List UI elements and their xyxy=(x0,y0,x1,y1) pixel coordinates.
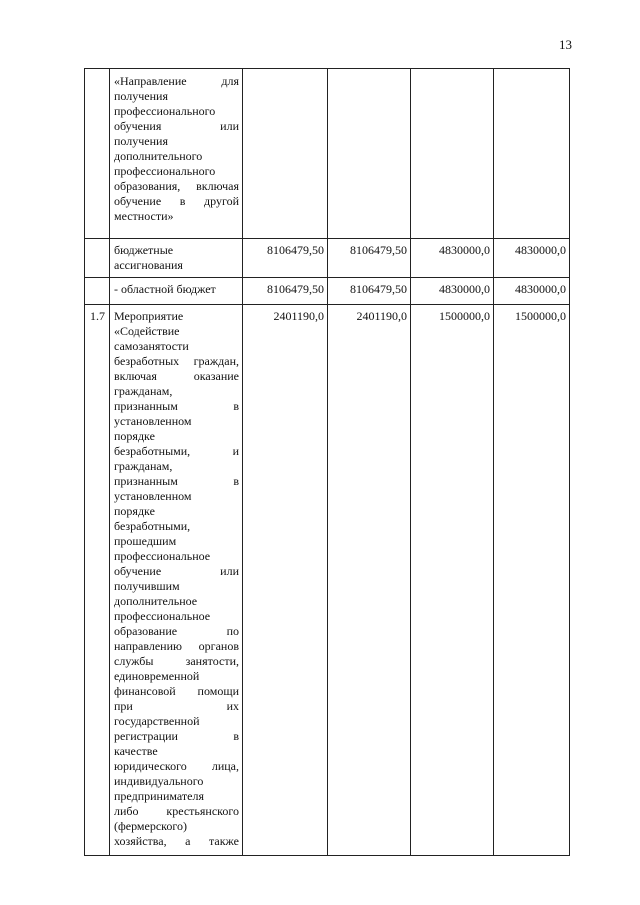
measure-name-line: установленном xyxy=(114,414,192,428)
measure-name-line: образования, включая xyxy=(114,179,239,193)
measure-name-line: обучение в другой xyxy=(114,194,239,208)
measure-name-line: признанным в xyxy=(114,399,239,413)
value-cell-4: 4830000,0 xyxy=(494,278,570,305)
measure-name-line: включая оказание xyxy=(114,369,239,383)
measure-name-line: направлению органов xyxy=(114,639,239,653)
measure-name-line: государственной xyxy=(114,714,200,728)
row-number-cell xyxy=(85,278,110,305)
measure-name-line: предпринимателя xyxy=(114,789,204,803)
measure-name-line: самозанятости xyxy=(114,339,189,353)
measure-name-line: финансовой помощи xyxy=(114,684,239,698)
measure-name-line: получившим xyxy=(114,579,180,593)
value-cell-2: 2401190,0 xyxy=(328,305,411,856)
measure-name-line: местности» xyxy=(114,209,174,223)
measure-name-line: ассигнования xyxy=(114,258,183,272)
measure-name-line: гражданам, xyxy=(114,384,173,398)
measure-name-line: гражданам, xyxy=(114,459,173,473)
budget-table xyxy=(84,68,570,856)
measure-name-line: порядке xyxy=(114,504,155,518)
value-cell-3: 1500000,0 xyxy=(411,305,494,856)
page-number: 13 xyxy=(559,37,572,52)
value-cell-2: 8106479,50 xyxy=(328,239,411,278)
value-cell-1: 8106479,50 xyxy=(243,278,328,305)
value-cell-4 xyxy=(494,69,570,239)
value-cell-4: 1500000,0 xyxy=(494,305,570,856)
row-number-cell xyxy=(85,239,110,278)
table-row-budget-allocations xyxy=(85,239,570,278)
value-cell-4: 4830000,0 xyxy=(494,239,570,278)
measure-name-line: профессионального xyxy=(114,104,216,118)
measure-name-line: службы занятости, xyxy=(114,654,239,668)
measure-name-line: признанным в xyxy=(114,474,239,488)
measure-name-line: обучение или xyxy=(114,564,239,578)
table-row-measure-1-7 xyxy=(85,305,570,856)
table-row-measure-continuation xyxy=(85,69,570,239)
measure-name-line: образование по xyxy=(114,624,239,638)
measure-name-line: безработными, xyxy=(114,519,191,533)
value-cell-2: 8106479,50 xyxy=(328,278,411,305)
measure-name-line: безработных граждан, xyxy=(114,354,239,368)
measure-name-line: «Содействие xyxy=(114,324,180,338)
measure-name-line: дополнительного xyxy=(114,149,203,163)
measure-name-line: - областной бюджет xyxy=(114,282,216,296)
value-cell-3: 4830000,0 xyxy=(411,239,494,278)
measure-name-line: регистрации в xyxy=(114,729,239,743)
measure-name-line: порядке xyxy=(114,429,155,443)
measure-name-line: хозяйства, а также xyxy=(114,834,239,848)
measure-name-line: профессиональное xyxy=(114,609,211,623)
measure-name-line: получения xyxy=(114,89,168,103)
value-cell-1: 2401190,0 xyxy=(243,305,328,856)
measure-name-line: дополнительное xyxy=(114,594,198,608)
value-cell-3: 4830000,0 xyxy=(411,278,494,305)
value-cell-3 xyxy=(411,69,494,239)
measure-name-line: безработными, и xyxy=(114,444,239,458)
measure-name-cell xyxy=(110,69,243,239)
measure-name-line: прошедшим xyxy=(114,534,177,548)
measure-name-line: (фермерского) xyxy=(114,819,188,833)
value-cell-2 xyxy=(328,69,411,239)
row-number-cell xyxy=(85,69,110,239)
measure-name-cell xyxy=(110,305,243,856)
measure-name-line: профессиональное xyxy=(114,549,211,563)
measure-name-cell xyxy=(110,278,243,305)
value-cell-1 xyxy=(243,69,328,239)
measure-name-line: «Направление для xyxy=(114,74,239,88)
measure-name-line: качестве xyxy=(114,744,158,758)
measure-name-line: Мероприятие xyxy=(114,309,184,323)
measure-name-line: бюджетные xyxy=(114,243,174,257)
measure-name-line: при их xyxy=(114,699,239,713)
row-number-cell: 1.7 xyxy=(85,305,110,856)
measure-name-line: юридического лица, xyxy=(114,759,239,773)
measure-name-line: получения xyxy=(114,134,168,148)
table-row-regional-budget xyxy=(85,278,570,305)
measure-name-line: индивидуального xyxy=(114,774,204,788)
measure-name-line: либо крестьянского xyxy=(114,804,239,818)
measure-name-line: установленном xyxy=(114,489,192,503)
measure-name-line: единовременной xyxy=(114,669,200,683)
measure-name-line: обучения или xyxy=(114,119,239,133)
measure-name-line: профессионального xyxy=(114,164,216,178)
value-cell-1: 8106479,50 xyxy=(243,239,328,278)
measure-name-cell xyxy=(110,239,243,278)
